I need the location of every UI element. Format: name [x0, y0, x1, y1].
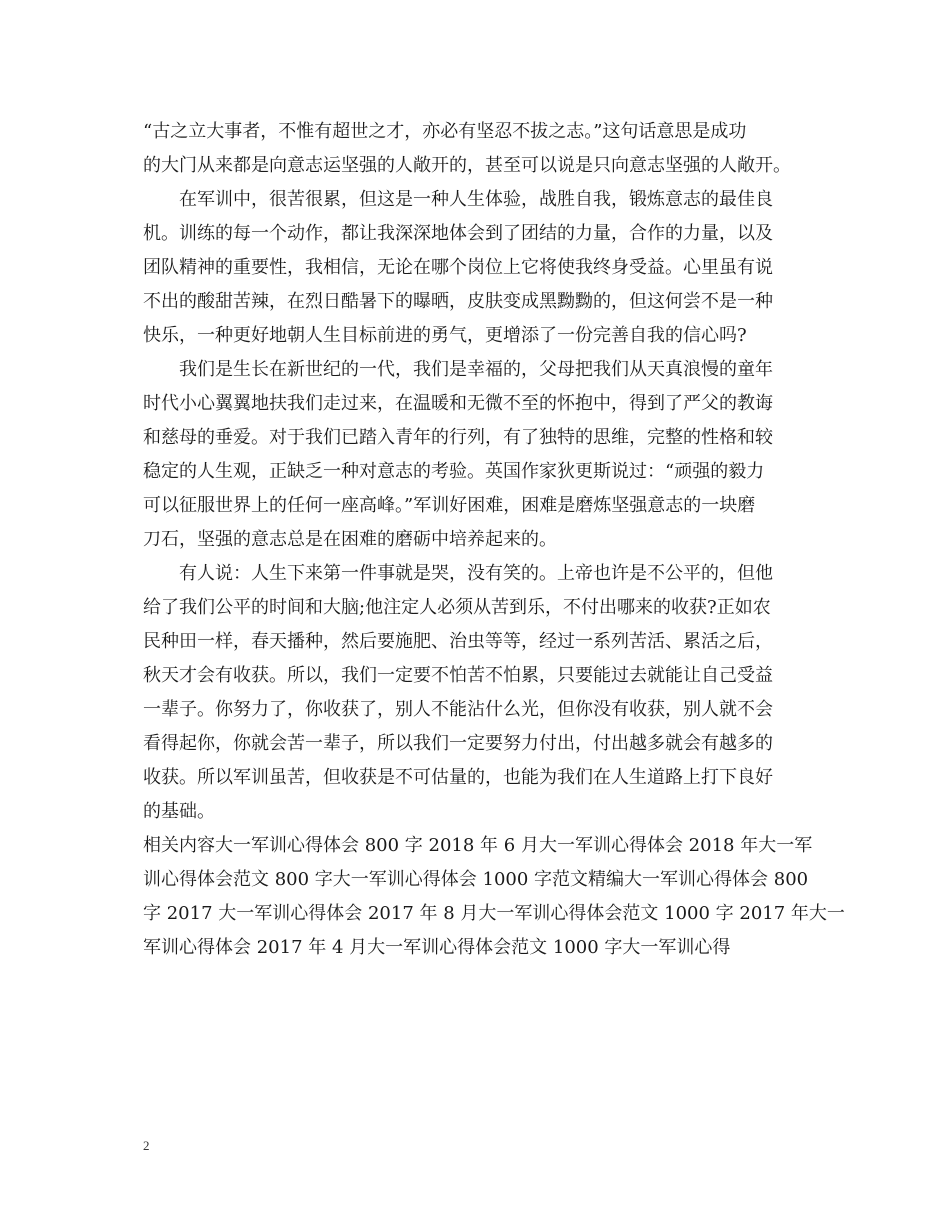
paragraph-4 — [143, 557, 815, 829]
text-line: 我们是生长在新世纪的一代，我们是幸福的，父母把我们从天真浪慢的童年 — [143, 359, 773, 380]
page-number: 2 — [143, 1138, 150, 1153]
text-line: 快乐，一种更好地朝人生目标前进的勇气，更增添了一份完善自我的信心吗? — [143, 325, 747, 346]
paragraph-3 — [143, 353, 815, 557]
text-line: 字 2017 大一军训心得体会 2017 年 8 月大一军训心得体会范文 1000 字 2017 年大一 — [143, 903, 845, 924]
text-line: 的基础。 — [143, 801, 215, 822]
text-line: 有人说：人生下来第一件事就是哭，没有笑的。上帝也许是不公平的，但他 — [143, 563, 773, 584]
paragraph-2 — [143, 183, 815, 353]
text-line: 收获。所以军训虽苦，但收获是不可估量的，也能为我们在人生道路上打下良好 — [143, 767, 773, 788]
document-body — [143, 115, 845, 965]
text-line: 在军训中，很苦很累，但这是一种人生体验，战胜自我，锻炼意志的最佳良 — [143, 189, 773, 210]
text-line: 机。训练的每一个动作，都让我深深地体会到了团结的力量，合作的力量，以及 — [143, 223, 773, 244]
text-line: 不出的酸甜苦辣，在烈日酷暑下的曝晒，皮肤变成黑黝黝的，但这何尝不是一种 — [143, 291, 773, 312]
text-line: 看得起你，你就会苦一辈子，所以我们一定要努力付出，付出越多就会有越多的 — [143, 733, 773, 754]
related-content — [143, 829, 845, 965]
paragraph-1 — [143, 115, 815, 183]
text-line: 训心得体会范文 800 字大一军训心得体会 1000 字范文精编大一军训心得体会 800 — [143, 869, 809, 890]
text-line: “古之立大事者，不惟有超世之才，亦必有坚忍不拔之志。”这句话意思是成功 — [143, 121, 747, 142]
text-line: 民种田一样，春天播种，然后要施肥、治虫等等，经过一系列苦活、累活之后， — [143, 631, 773, 652]
text-line: 时代小心翼翼地扶我们走过来，在温暖和无微不至的怀抱中，得到了严父的教诲 — [143, 393, 773, 414]
text-line: 的大门从来都是向意志运坚强的人敞开的，甚至可以说是只向意志坚强的人敞开。 — [143, 155, 791, 176]
text-line: 相关内容大一军训心得体会 800 字 2018 年 6 月大一军训心得体会 2018 年大一军 — [143, 835, 813, 856]
text-line: 给了我们公平的时间和大脑;他注定人必须从苦到乐，不付出哪来的收获?正如农 — [143, 597, 771, 618]
text-line: 一辈子。你努力了，你收获了，别人不能沾什么光，但你没有收获，别人就不会 — [143, 699, 773, 720]
text-line: 团队精神的重要性，我相信，无论在哪个岗位上它将使我终身受益。心里虽有说 — [143, 257, 773, 278]
text-line: 和慈母的垂爱。对于我们已踏入青年的行列，有了独特的思维，完整的性格和较 — [143, 427, 773, 448]
text-line: 军训心得体会 2017 年 4 月大一军训心得体会范文 1000 字大一军训心得 — [143, 937, 731, 958]
text-line: 刀石，坚强的意志总是在困难的磨砺中培养起来的。 — [143, 529, 557, 550]
text-line: 秋天才会有收获。所以，我们一定要不怕苦不怕累，只要能过去就能让自己受益 — [143, 665, 773, 686]
text-line: 稳定的人生观，正缺乏一种对意志的考验。英国作家狄更斯说过：“顽强的毅力 — [143, 461, 765, 482]
text-line: 可以征服世界上的任何一座高峰。”军训好困难，困难是磨炼坚强意志的一块磨 — [143, 495, 756, 516]
